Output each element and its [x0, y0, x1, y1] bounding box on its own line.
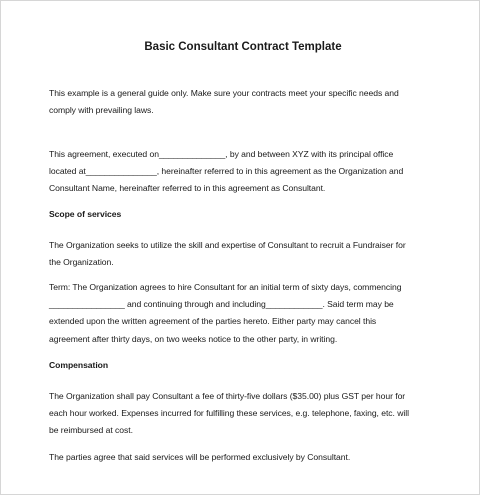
term-paragraph [49, 279, 437, 348]
intro-line: This example is a general guide only. Make sure your contracts meet your specific needs and [49, 88, 399, 98]
compensation-line: be reimbursed at cost. [49, 425, 133, 436]
scope-paragraph [49, 237, 437, 271]
document-title: Basic Consultant Contract Template [144, 41, 342, 53]
agreement-paragraph [49, 146, 437, 198]
compensation-line: each hour worked. Expenses incurred for fulfilling these services, e.g. telephone, faxing, etc. will [49, 408, 409, 419]
agreement-line: Consultant Name, hereinafter referred to in this agreement as Consultant. [49, 183, 326, 194]
closing-paragraph [49, 449, 437, 466]
closing-line: The parties agree that said services will be performed exclusively by Consultant. [49, 452, 351, 462]
term-line: Term: The Organization agrees to hire Consultant for an initial term of sixty days, commencing [49, 282, 402, 292]
scope-line: the Organization. [49, 257, 114, 268]
agreement-line: This agreement, executed on______________, by and between XYZ with its principal office [49, 149, 394, 159]
compensation-heading: Compensation [49, 360, 109, 370]
term-line: agreement after thirty days, on two weeks notice to the other party, in writing. [49, 333, 338, 344]
term-line: extended upon the written agreement of the parties hereto. Either party may cancel this [49, 316, 377, 327]
scope-line: The Organization seeks to utilize the skill and expertise of Consultant to recruit a Fundraiser for [49, 240, 406, 250]
scope-heading: Scope of services [49, 209, 122, 219]
compensation-line: The Organization shall pay Consultant a fee of thirty-five dollars ($35.00) plus GST per hour for [49, 391, 406, 401]
compensation-paragraph [49, 388, 437, 440]
intro-line: comply with prevailing laws. [49, 105, 154, 116]
intro-paragraph [49, 85, 437, 119]
agreement-line: located at_______________, hereinafter referred to in this agreement as the Organization and [49, 166, 404, 177]
term-line: ________________ and continuing through and including____________. Said term may be [49, 299, 394, 310]
